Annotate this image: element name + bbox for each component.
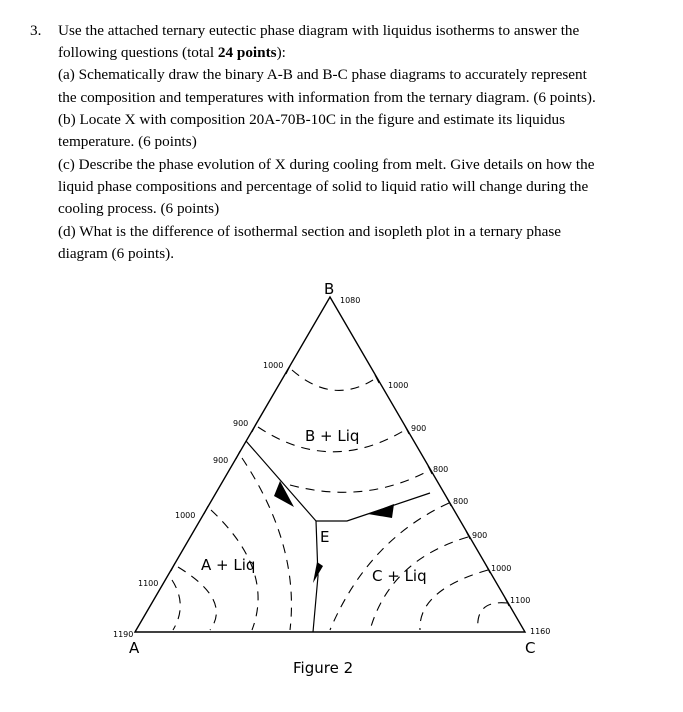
ab-iso-label-1100: 1100 — [138, 579, 159, 588]
ab-iso-label-900-b: 900 — [233, 419, 249, 428]
question-part-c-line-2: liquid phase compositions and percentage of solid to liquid ratio will change during the — [58, 178, 589, 195]
question-part-c-line-3: cooling process. (6 points) — [58, 200, 220, 217]
question-part-c-line-1: (c) Describe the phase evolution of X during cooling from melt. Give details on how the — [58, 156, 595, 173]
isotherm-c-1100 — [478, 603, 507, 630]
vertex-a-label: A — [129, 639, 140, 657]
ab-boundary-line — [246, 441, 316, 521]
bc-iso-label-800-b: 800 — [453, 497, 469, 506]
question-part-b-line-2: temperature. (6 points) — [58, 133, 197, 150]
bc-iso-label-900-b: 900 — [472, 531, 488, 540]
bc-iso-label-1000: 1000 — [388, 381, 409, 390]
total-points: 24 points — [217, 44, 277, 61]
question-line-2: following questions (total 24 points): — [58, 44, 286, 61]
temp-a-label: 1190 — [113, 630, 134, 639]
bc-iso-label-900: 900 — [411, 424, 427, 433]
region-b-liq-label: B + Liq — [305, 427, 360, 445]
temp-b-label: 1080 — [340, 296, 361, 305]
ab-iso-label-1000: 1000 — [175, 511, 196, 520]
question-part-a-line-2: the composition and temperatures with information from the ternary diagram. (6 points). — [58, 89, 596, 106]
region-c-liq-label: C + Liq — [372, 567, 427, 585]
question-part-b-line-1: (b) Locate X with composition 20A-70B-10C in the figure and estimate its liquidus — [58, 111, 566, 128]
ternary-triangle — [135, 297, 525, 632]
ab-iso-label-1000-b: 1000 — [263, 361, 284, 370]
question-part-d-line-1: (d) What is the difference of isothermal section and isopleth plot in a ternary phase — [58, 223, 561, 240]
figure-caption: Figure 2 — [293, 659, 354, 677]
vertex-c-label: C — [525, 639, 536, 657]
ab-iso-label-900-a: 900 — [213, 456, 229, 465]
question-line-1: Use the attached ternary eutectic phase diagram with liquidus isotherms to answer the — [58, 22, 580, 39]
univariant-lines — [246, 441, 430, 632]
temp-c-label: 1160 — [530, 627, 551, 636]
isotherm-a-1050 — [178, 567, 216, 630]
question-part-d-line-2: diagram (6 points). — [58, 245, 174, 262]
isotherm-a-1100 — [172, 580, 180, 630]
eutectic-point-label: E — [320, 528, 330, 546]
vertex-b-label: B — [324, 280, 335, 298]
isotherm-b-850 — [290, 470, 430, 492]
bc-iso-label-800-a: 800 — [433, 465, 449, 474]
bc-boundary-line — [316, 493, 430, 521]
region-a-liq-label: A + Liq — [201, 556, 256, 574]
isotherm-b-1000 — [292, 370, 373, 390]
bc-iso-label-1100: 1100 — [510, 596, 531, 605]
question-part-a-line-1: (a) Schematically draw the binary A-B and B-C phase diagrams to accurately represent — [58, 66, 587, 83]
question-number: 3. — [30, 22, 42, 39]
arrow-bc-line — [368, 504, 394, 518]
bc-iso-label-1000-b: 1000 — [491, 564, 512, 573]
